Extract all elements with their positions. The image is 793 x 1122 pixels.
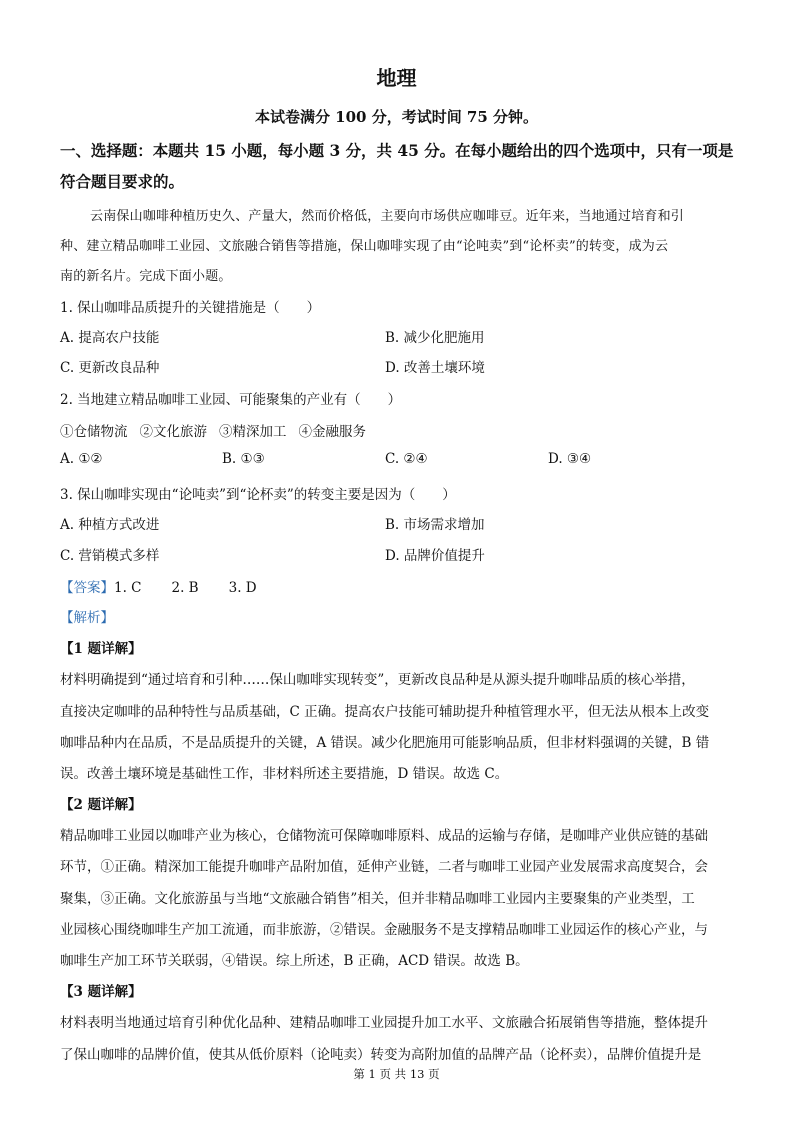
explanation-2-line-3: 聚集，③正确。文化旅游虽与当地“文旅融合销售”相关，但并非精品咖啡工业园内主要聚集的产业类型，工	[60, 891, 695, 907]
exam-info: 本试卷满分 100 分，考试时间 75 分钟。	[254, 108, 539, 126]
material-line-3: 南的新名片。完成下面小题。	[60, 269, 232, 284]
explanation-3-line-2: 了保山咖啡的品牌价值，使其从低价原料（论吨卖）转变为高附加值的品牌产品（论杯卖），品牌价值提升是	[60, 1047, 702, 1063]
explanation-3-line-1: 材料表明当地通过培育引种优化品种、建精品咖啡工业园提升加工水平、文旅融合拓展销售等措施，整体提升	[60, 1015, 708, 1031]
q2-item-1: ①仓储物流	[60, 424, 128, 440]
explanation-1-line-1: 材料明确提到“通过培育和引种……保山咖啡实现转变”，更新改良品种是从源头提升咖啡品质的核心举措，	[60, 672, 695, 688]
q2-item-4: ④金融服务	[298, 424, 366, 440]
explanation-2-line-5: 咖啡生产加工环节关联弱，④错误。综上所述，B 正确，ACD 错误。故选 B。	[60, 953, 529, 969]
explanation-2-heading: 【2 题详解】	[60, 797, 142, 813]
q2-items	[60, 420, 366, 440]
q2-item-3: ③精深加工	[219, 424, 287, 440]
q2-option-a: A. ①②	[60, 451, 103, 467]
q1-option-c: C. 更新改良品种	[60, 360, 160, 376]
q1-option-b: B. 减少化肥施用	[385, 330, 485, 346]
question-1-stem: 1. 保山咖啡品质提升的关键措施是（ ）	[60, 300, 321, 316]
answer-tag: 【答案】	[60, 580, 114, 596]
answer-2: 2. B	[171, 580, 199, 596]
section-heading-line2: 符合题目要求的。	[60, 172, 185, 191]
q3-option-c: C. 营销模式多样	[60, 548, 160, 564]
material-line-1: 云南保山咖啡种植历史久、产量大，然而价格低，主要向市场供应咖啡豆。近年来，当地通过培育和引	[90, 209, 685, 224]
explanation-1-heading: 【1 题详解】	[60, 641, 142, 657]
section-heading-line1: 一、选择题：本题共 15 小题，每小题 3 分，共 45 分。在每小题给出的四个选项中，只有一项是	[60, 141, 734, 160]
explanation-1-line-2: 直接决定咖啡的品种特性与品质基础，C 正确。提高农户技能可辅助提升种植管理水平，但无法从根本上改变	[60, 704, 710, 720]
explanation-2-line-1: 精品咖啡工业园以咖啡产业为核心，仓储物流可保障咖啡原料、成品的运输与存储，是咖啡产业供应链的基础	[60, 828, 708, 844]
page-footer: 第 1 页 共 13 页	[353, 1067, 440, 1081]
q1-option-a: A. 提高农户技能	[60, 330, 160, 346]
q2-option-d: D. ③④	[548, 451, 592, 467]
q3-option-a: A. 种植方式改进	[60, 517, 160, 533]
q2-option-b: B. ①③	[222, 451, 265, 467]
q3-option-d: D. 品牌价值提升	[385, 548, 485, 564]
explanation-3-heading: 【3 题详解】	[60, 984, 142, 1000]
explanation-1-line-3: 咖啡品种内在品质，不是品质提升的关键，A 错误。减少化肥施用可能影响品质，但非材料强调的关键，B 错	[60, 735, 710, 751]
page-title: 地理	[376, 66, 417, 90]
q2-option-c: C. ②④	[385, 451, 428, 467]
answer-line	[60, 576, 257, 596]
answer-3: 3. D	[228, 580, 257, 596]
q3-option-b: B. 市场需求增加	[385, 517, 485, 533]
explanation-1-line-4: 误。改善土壤环境是基础性工作，非材料所述主要措施，D 错误。故选 C。	[60, 766, 509, 782]
q1-option-d: D. 改善土壤环境	[385, 360, 485, 376]
analysis-tag: 【解析】	[60, 610, 114, 626]
explanation-2-line-4: 业园核心围绕咖啡生产加工流通，而非旅游，②错误。金融服务不是支撑精品咖啡工业园运作的核心产业，与	[60, 922, 708, 938]
explanation-2-line-2: 环节，①正确。精深加工能提升咖啡产品附加值，延伸产业链，二者与咖啡工业园产业发展需求高度契合，会	[60, 859, 708, 875]
answer-1: 1. C	[114, 580, 142, 596]
q2-item-2: ②文化旅游	[139, 424, 207, 440]
question-2-stem: 2. 当地建立精品咖啡工业园、可能聚集的产业有（ ）	[60, 392, 402, 408]
material-line-2: 种、建立精品咖啡工业园、文旅融合销售等措施，保山咖啡实现了由“论吨卖”到“论杯卖”的转变，成为云	[60, 239, 669, 254]
question-3-stem: 3. 保山咖啡实现由“论吨卖”到“论杯卖”的转变主要是因为（ ）	[60, 487, 456, 503]
